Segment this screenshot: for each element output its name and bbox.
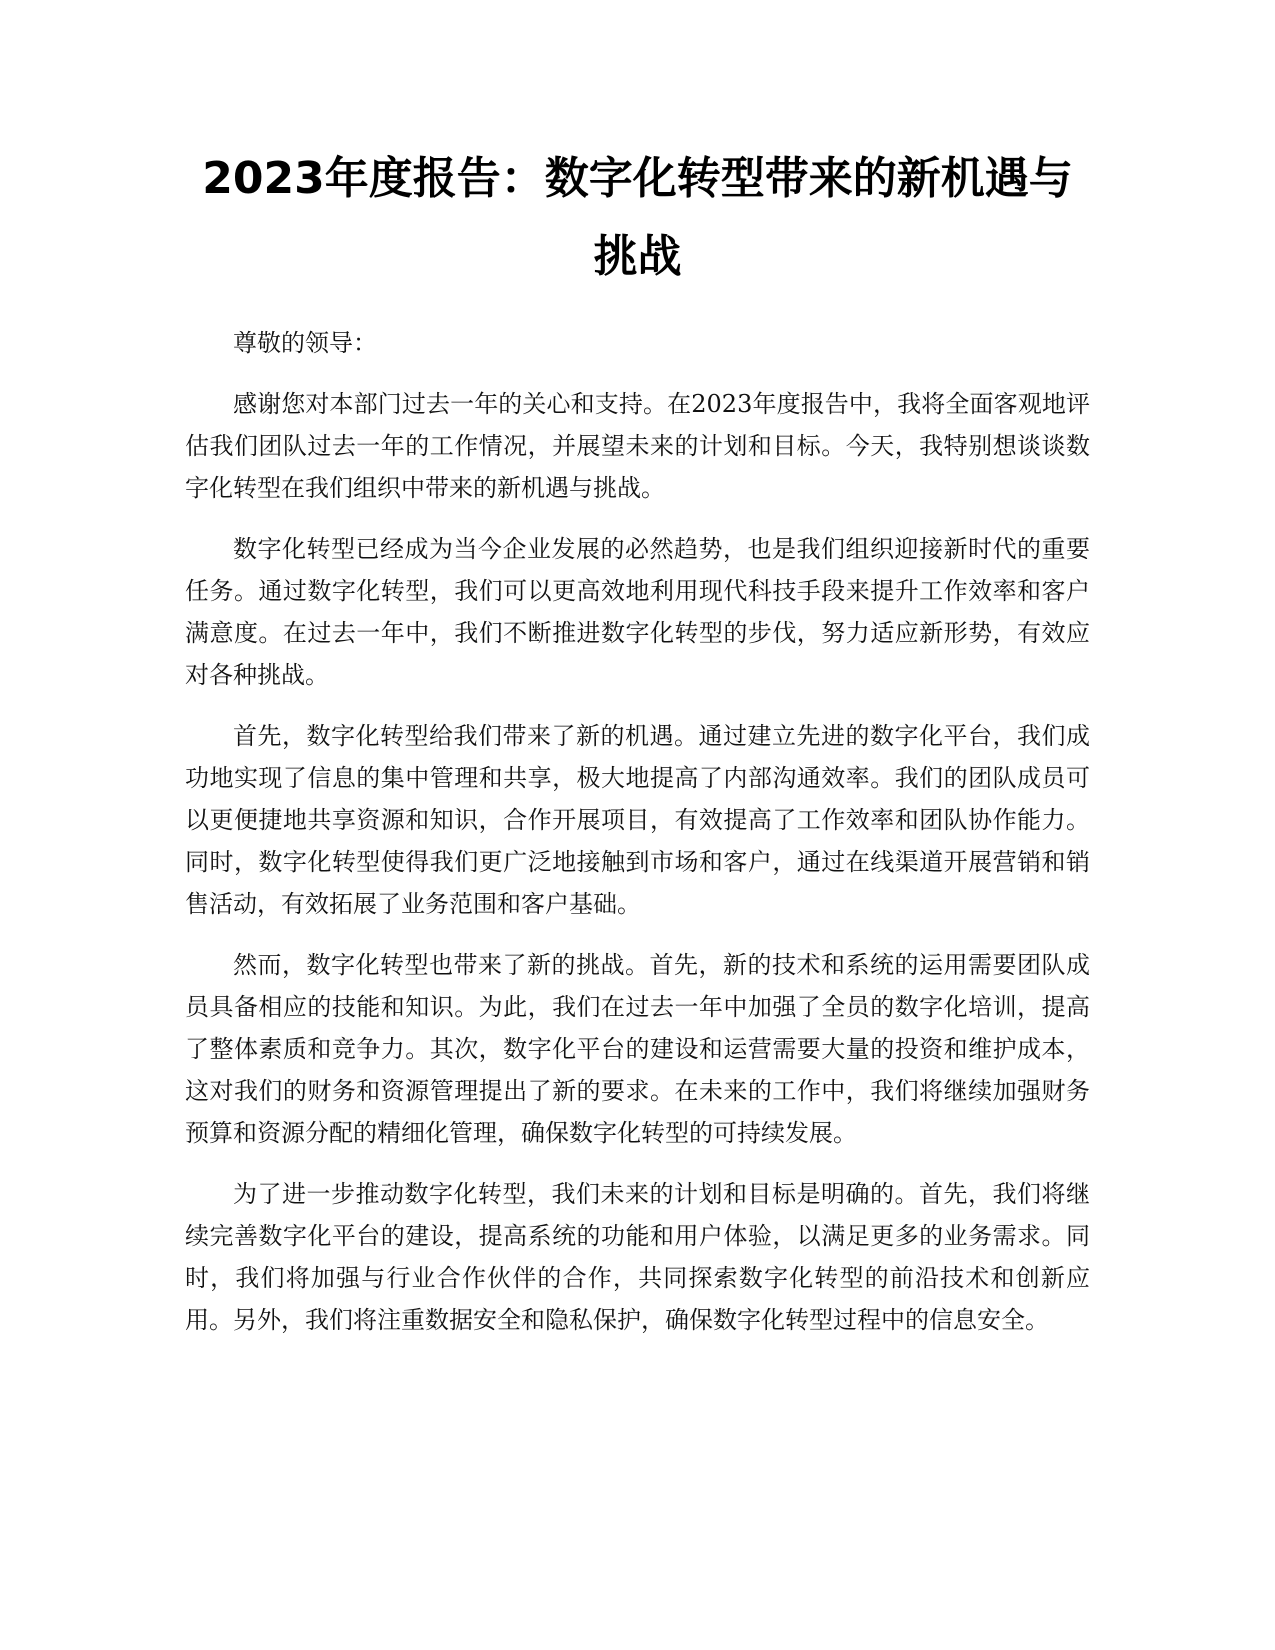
document-title: 2023年度报告：数字化转型带来的新机遇与挑战 <box>202 153 1073 282</box>
document-body <box>185 322 1090 1360</box>
salutation: 尊敬的领导： <box>233 329 377 357</box>
paragraph-challenges: 然而，数字化转型也带来了新的挑战。首先，新的技术和系统的运用需要团队成员具备相应的技能和知识。为此，我们在过去一年中加强了全员的数字化培训，提高了整体素质和竞争力。其次，数字化平台的建设和运营需要大量的投资和维护成本，这对我们的财务和资源管理提出了新的要求。在未来的工作中，我们将继续加强财务预算和资源分配的精细化管理，确保数字化转型的可持续发展。 <box>185 951 1090 1147</box>
paragraph-trend: 数字化转型已经成为当今企业发展的必然趋势，也是我们组织迎接新时代的重要任务。通过数字化转型，我们可以更高效地利用现代科技手段来提升工作效率和客户满意度。在过去一年中，我们不断推进数字化转型的步伐，努力适应新形势，有效应对各种挑战。 <box>185 535 1090 689</box>
paragraph-intro: 感谢您对本部门过去一年的关心和支持。在2023年度报告中，我将全面客观地评估我们团队过去一年的工作情况，并展望未来的计划和目标。今天，我特别想谈谈数字化转型在我们组织中带来的新机遇与挑战。 <box>185 390 1090 502</box>
paragraph-future-plans: 为了进一步推动数字化转型，我们未来的计划和目标是明确的。首先，我们将继续完善数字化平台的建设，提高系统的功能和用户体验，以满足更多的业务需求。同时，我们将加强与行业合作伙伴的合作，共同探索数字化转型的前沿技术和创新应用。另外，我们将注重数据安全和隐私保护，确保数字化转型过程中的信息安全。 <box>185 1180 1090 1334</box>
paragraph-opportunities: 首先，数字化转型给我们带来了新的机遇。通过建立先进的数字化平台，我们成功地实现了信息的集中管理和共享，极大地提高了内部沟通效率。我们的团队成员可以更便捷地共享资源和知识，合作开展项目，有效提高了工作效率和团队协作能力。同时，数字化转型使得我们更广泛地接触到市场和客户，通过在线渠道开展营销和销售活动，有效拓展了业务范围和客户基础。 <box>185 722 1090 918</box>
